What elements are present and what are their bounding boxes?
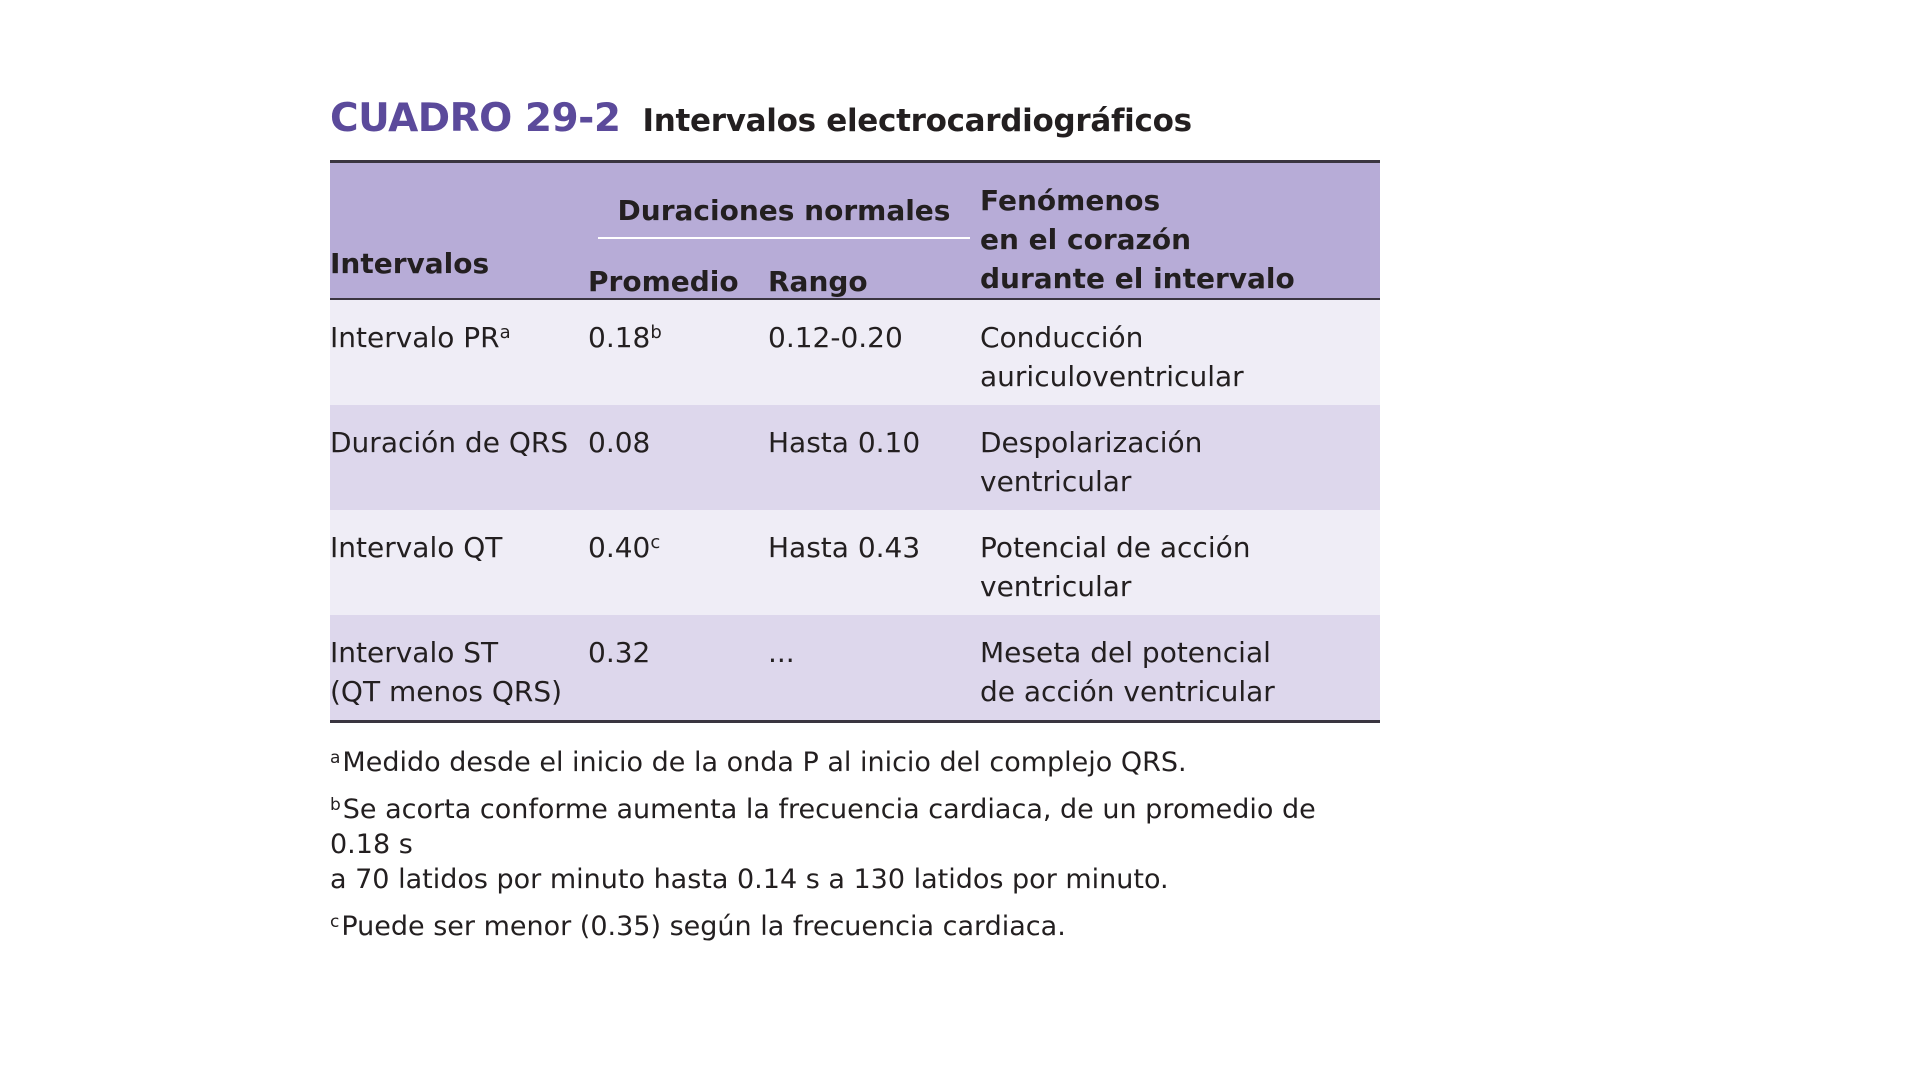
header-fenomenos: [980, 162, 1380, 300]
footnote-marker: c: [650, 532, 661, 553]
cell-promedio: 0.18$^b$: [588, 321, 662, 354]
table-row: [330, 510, 1380, 615]
cell-rango: 0.12-0.20: [768, 321, 903, 354]
footnote-a: $^a$Medido desde el inicio de la onda P al inicio del complejo QRS.: [330, 747, 1187, 778]
cell-fenomeno: Meseta del potencial de acción ventricular: [980, 636, 1275, 708]
cell-rango: ...: [768, 636, 795, 669]
intervals-table: [330, 160, 1380, 723]
header-intervalos: Intervalos: [330, 247, 490, 280]
header-fenomenos-line-2: en el corazón: [980, 223, 1192, 256]
footnotes: [330, 745, 1380, 944]
header-fenomenos-line-3: durante el intervalo: [980, 262, 1295, 295]
header-fenomenos-line-1: Fenómenos: [980, 184, 1161, 217]
table-figure: [330, 96, 1380, 956]
header-rango: Rango: [768, 265, 868, 298]
cell-promedio: 0.32: [588, 636, 651, 669]
cell-promedio: 0.08: [588, 426, 651, 459]
cell-fenomeno: Despolarización ventricular: [980, 426, 1203, 498]
table-caption: [330, 96, 1380, 146]
header-duraciones: [588, 162, 980, 240]
header-promedio: Promedio: [588, 265, 739, 298]
cell-interval: Intervalo $PR^a$: [330, 321, 511, 354]
table-row: [330, 405, 1380, 510]
footnote-c: $^c$Puede ser menor (0.35) según la frecuencia cardiaca.: [330, 911, 1066, 942]
header-duraciones-label: Duraciones normales: [598, 194, 970, 239]
footnote-b: $^b$Se acorta conforme aumenta la frecuencia cardiaca, de un promedio de 0.18 s a 70 latidos por minuto hasta 0.14 s a 130 latidos por minuto.: [330, 794, 1316, 895]
table-number: CUADRO 29-2: [330, 96, 621, 141]
cell-interval: Duración de QRS: [330, 426, 569, 459]
cell-interval: Intervalo ST (QT menos QRS): [330, 636, 563, 708]
cell-fenomeno: Conducción auriculoventricular: [980, 321, 1244, 393]
cell-promedio: 0.40$^c$: [588, 531, 661, 564]
table-row: [330, 615, 1380, 722]
cell-interval: Intervalo QT: [330, 531, 503, 564]
cell-fenomeno: Potencial de acción ventricular: [980, 531, 1251, 603]
footnote-marker: a: [499, 322, 511, 343]
footnote-marker: b: [650, 322, 662, 343]
cell-rango: Hasta 0.10: [768, 426, 921, 459]
table-row: [330, 299, 1380, 405]
cell-rango: Hasta 0.43: [768, 531, 921, 564]
table-header: [330, 162, 1380, 300]
table-title: Intervalos electrocardiográficos: [642, 103, 1192, 139]
